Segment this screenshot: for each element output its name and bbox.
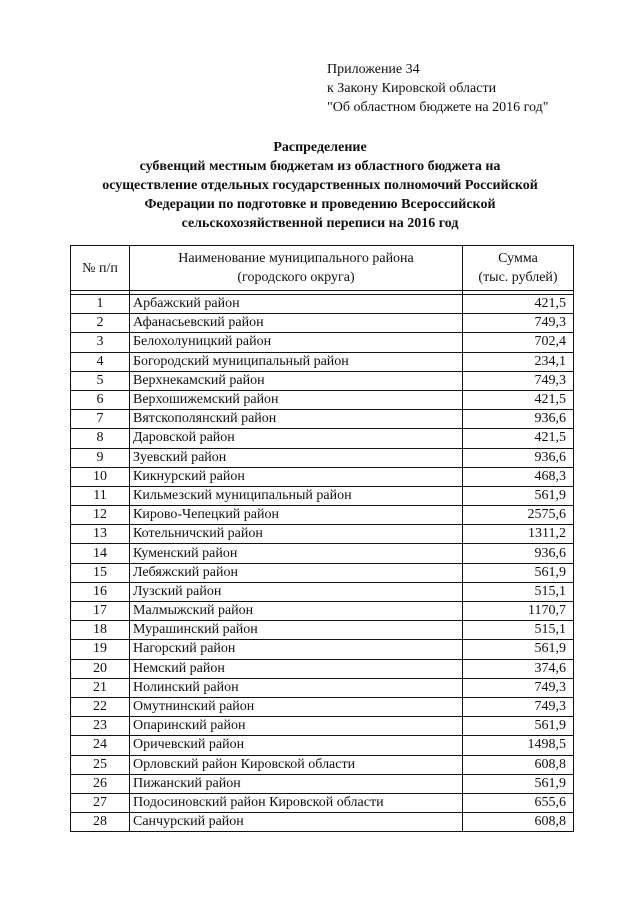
district-name: Немский район bbox=[130, 659, 463, 678]
district-name: Кильмезский муниципальный район bbox=[130, 486, 463, 505]
amount: 561,9 bbox=[463, 717, 574, 736]
table-row bbox=[71, 314, 574, 333]
district-name: Белохолуницкий район bbox=[130, 333, 463, 352]
district-name: Вятскополянский район bbox=[130, 410, 463, 429]
row-number: 24 bbox=[71, 736, 130, 755]
amount: 515,1 bbox=[463, 582, 574, 601]
appendix-line-2: к Закону Кировской области bbox=[327, 81, 497, 96]
amount: 1311,2 bbox=[463, 525, 574, 544]
title-line-3: осуществление отдельных государственных полномочий Российской bbox=[102, 178, 538, 193]
table-row bbox=[71, 467, 574, 486]
appendix-line-3: "Об областном бюджете на 2016 год" bbox=[327, 100, 549, 115]
district-name: Нагорский район bbox=[130, 640, 463, 659]
amount: 702,4 bbox=[463, 333, 574, 352]
row-number: 13 bbox=[71, 525, 130, 544]
title-line-4: Федерации по подготовке и проведению Всероссийской bbox=[144, 197, 496, 212]
district-name: Лузский район bbox=[130, 582, 463, 601]
amount: 655,6 bbox=[463, 793, 574, 812]
row-number: 10 bbox=[71, 467, 130, 486]
amount: 1170,7 bbox=[463, 602, 574, 621]
header-sum-line-1: Сумма bbox=[498, 251, 538, 266]
amount: 421,5 bbox=[463, 429, 574, 448]
district-name: Арбажский район bbox=[130, 295, 463, 314]
row-number: 27 bbox=[71, 793, 130, 812]
table-row bbox=[71, 717, 574, 736]
amount: 374,6 bbox=[463, 659, 574, 678]
row-number: 11 bbox=[71, 486, 130, 505]
district-name: Нолинский район bbox=[130, 678, 463, 697]
amount: 421,5 bbox=[463, 390, 574, 409]
district-name: Лебяжский район bbox=[130, 563, 463, 582]
table-row bbox=[71, 640, 574, 659]
district-name: Зуевский район bbox=[130, 448, 463, 467]
header-sum-line-2: (тыс. рублей) bbox=[478, 270, 558, 285]
title-line-5: сельскохозяйственной переписи на 2016 год bbox=[181, 216, 459, 231]
table-row bbox=[71, 448, 574, 467]
row-number: 9 bbox=[71, 448, 130, 467]
district-name: Куменский район bbox=[130, 544, 463, 563]
row-number: 25 bbox=[71, 755, 130, 774]
table-header-row bbox=[71, 246, 574, 291]
district-name: Оричевский район bbox=[130, 736, 463, 755]
district-name: Верхнекамский район bbox=[130, 371, 463, 390]
amount: 421,5 bbox=[463, 295, 574, 314]
table-row bbox=[71, 697, 574, 716]
table-row bbox=[71, 582, 574, 601]
row-number: 17 bbox=[71, 602, 130, 621]
amount: 749,3 bbox=[463, 697, 574, 716]
header-name-line-2: (городского округа) bbox=[237, 270, 355, 285]
header-sum bbox=[463, 246, 574, 291]
row-number: 12 bbox=[71, 506, 130, 525]
table-row bbox=[71, 621, 574, 640]
row-number: 8 bbox=[71, 429, 130, 448]
amount: 749,3 bbox=[463, 371, 574, 390]
table-row bbox=[71, 544, 574, 563]
table-row bbox=[71, 678, 574, 697]
row-number: 22 bbox=[71, 697, 130, 716]
row-number: 23 bbox=[71, 717, 130, 736]
row-number: 7 bbox=[71, 410, 130, 429]
district-name: Опаринский район bbox=[130, 717, 463, 736]
table-row bbox=[71, 486, 574, 505]
table-row bbox=[71, 352, 574, 371]
district-name: Даровской район bbox=[130, 429, 463, 448]
row-number: 14 bbox=[71, 544, 130, 563]
table-row bbox=[71, 390, 574, 409]
row-number: 18 bbox=[71, 621, 130, 640]
table-row bbox=[71, 813, 574, 832]
row-number: 16 bbox=[71, 582, 130, 601]
title-line-2: субвенций местным бюджетам из областного бюджета на bbox=[139, 159, 501, 174]
district-name: Малмыжский район bbox=[130, 602, 463, 621]
amount: 561,9 bbox=[463, 774, 574, 793]
header-name-line-1: Наименование муниципального района bbox=[178, 251, 414, 266]
row-number: 5 bbox=[71, 371, 130, 390]
amount: 936,6 bbox=[463, 448, 574, 467]
amount: 936,6 bbox=[463, 544, 574, 563]
subsidy-table bbox=[70, 245, 574, 832]
title-line-1: Распределение bbox=[273, 140, 367, 155]
district-name: Орловский район Кировской области bbox=[130, 755, 463, 774]
row-number: 3 bbox=[71, 333, 130, 352]
district-name: Санчурский район bbox=[130, 813, 463, 832]
row-number: 1 bbox=[71, 295, 130, 314]
header-name bbox=[130, 246, 463, 291]
district-name: Подосиновский район Кировской области bbox=[130, 793, 463, 812]
appendix-line-1: Приложение 34 bbox=[327, 62, 420, 77]
table-row bbox=[71, 506, 574, 525]
table-row bbox=[71, 793, 574, 812]
row-number: 6 bbox=[71, 390, 130, 409]
row-number: 19 bbox=[71, 640, 130, 659]
table-row bbox=[71, 525, 574, 544]
amount: 515,1 bbox=[463, 621, 574, 640]
district-name: Богородский муниципальный район bbox=[130, 352, 463, 371]
table-row bbox=[71, 755, 574, 774]
amount: 561,9 bbox=[463, 563, 574, 582]
table-row bbox=[71, 429, 574, 448]
table-row bbox=[71, 563, 574, 582]
district-name: Кикнурский район bbox=[130, 467, 463, 486]
amount: 468,3 bbox=[463, 467, 574, 486]
row-number: 4 bbox=[71, 352, 130, 371]
header-num: № п/п bbox=[71, 246, 130, 291]
row-number: 15 bbox=[71, 563, 130, 582]
amount: 1498,5 bbox=[463, 736, 574, 755]
appendix-header bbox=[327, 60, 548, 117]
row-number: 21 bbox=[71, 678, 130, 697]
district-name: Котельничский район bbox=[130, 525, 463, 544]
district-name: Верхошижемский район bbox=[130, 390, 463, 409]
table-row bbox=[71, 371, 574, 390]
district-name: Пижанский район bbox=[130, 774, 463, 793]
district-name: Омутнинский район bbox=[130, 697, 463, 716]
district-name: Кирово-Чепецкий район bbox=[130, 506, 463, 525]
amount: 234,1 bbox=[463, 352, 574, 371]
amount: 936,6 bbox=[463, 410, 574, 429]
amount: 749,3 bbox=[463, 314, 574, 333]
table-body bbox=[71, 291, 574, 832]
row-number: 20 bbox=[71, 659, 130, 678]
amount: 749,3 bbox=[463, 678, 574, 697]
table-row bbox=[71, 410, 574, 429]
amount: 561,9 bbox=[463, 486, 574, 505]
table-row bbox=[71, 333, 574, 352]
table-row bbox=[71, 774, 574, 793]
district-name: Афанасьевский район bbox=[130, 314, 463, 333]
row-number: 28 bbox=[71, 813, 130, 832]
table-row bbox=[71, 602, 574, 621]
amount: 561,9 bbox=[463, 640, 574, 659]
district-name: Мурашинский район bbox=[130, 621, 463, 640]
table-row bbox=[71, 736, 574, 755]
row-number: 2 bbox=[71, 314, 130, 333]
amount: 608,8 bbox=[463, 755, 574, 774]
table-row bbox=[71, 295, 574, 314]
document-title bbox=[60, 138, 580, 233]
amount: 2575,6 bbox=[463, 506, 574, 525]
table-row bbox=[71, 659, 574, 678]
row-number: 26 bbox=[71, 774, 130, 793]
amount: 608,8 bbox=[463, 813, 574, 832]
